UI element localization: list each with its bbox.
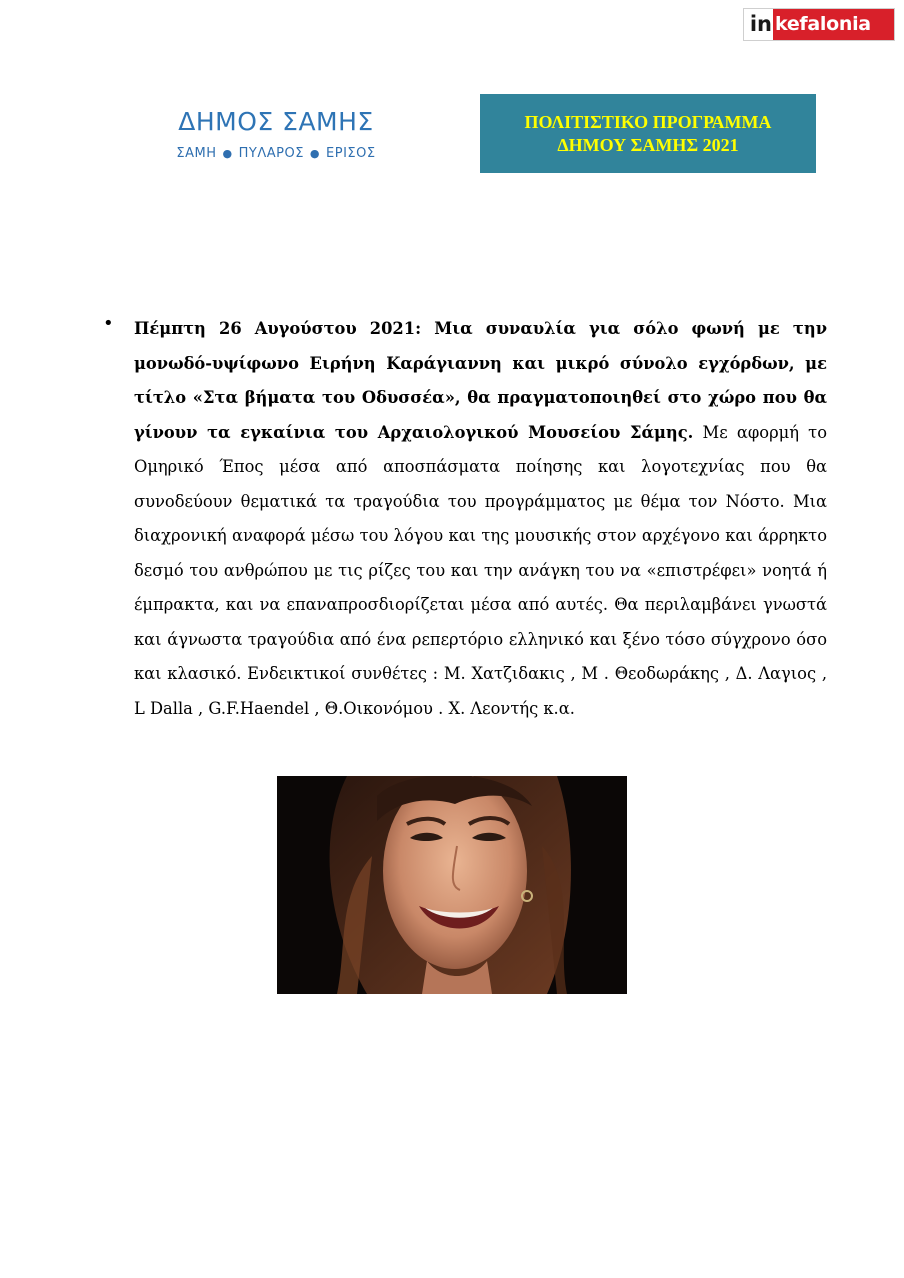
portrait-illustration xyxy=(277,776,627,994)
municipality-header xyxy=(168,106,384,161)
logo-prefix: in xyxy=(744,9,773,40)
bullet-dot-icon: ● xyxy=(309,147,321,160)
program-title-line1: ΠΟΛΙΤΙΣΤΙΚΟ ΠΡΟΓΡΑΜΜΑ xyxy=(524,111,772,132)
event-headline: Πέμπτη 26 Αυγούστου 2021: Μια συναυλία για σόλο φωνή με την μονωδό-υψίφωνο Ειρήνη Καράγιαννη και μικρό σύνολο εγχόρδων, με τίτλο «Στα βήματα του Οδυσσέα», θα πραγματοποιηθεί στο χώρο που θα γίνουν τα εγκαίνια του Αρχαιολογικού Μουσείου Σάμης. xyxy=(134,319,827,442)
event-details: Με αφορμή το Ομηρικό Έπος μέσα από αποσπάσματα ποίησης και λογοτεχνίας που θα συνοδεύουν θεματικά τα τραγούδια του προγράμματος με θέμα τον Νόστο. Μια διαχρονική αναφορά μέσω του λόγου και της μουσικής στον αρχέγονο και άρρηκτο δεσμό του ανθρώπου με τις ρίζες του και την ανάγκη του να «επιστρέφει» νοητά ή έμπρακτα, και να επαναπροσδιορίζεται μέσα από αυτές. Θα περιλαμβάνει γνωστά και άγνωστα τραγούδια από ένα ρεπερτόριο ελληνικό και ξένο τόσο σύγχρονο όσο και κλασικό. Ενδεικτικοί συνθέτες : Μ. Χατζιδακις , Μ . Θεοδωράκης , Δ. Λαγιος , L Dalla , G.F.Haendel , Θ.Οικονόμου . Χ. Λεοντής κ.α. xyxy=(134,422,827,718)
place-erisos: ΕΡΙΣΟΣ xyxy=(326,146,376,161)
event-description xyxy=(134,312,827,726)
program-title-line2: ΔΗΜΟΥ ΣΑΜΗΣ 2021 xyxy=(557,134,739,155)
place-pylaros: ΠΥΛΑΡΟΣ xyxy=(238,146,304,161)
inkefalonia-logo xyxy=(743,8,895,41)
municipality-name: ΔΗΜΟΣ ΣΑΜΗΣ xyxy=(178,107,374,136)
cultural-program-box xyxy=(480,94,816,173)
municipality-places xyxy=(168,146,384,161)
place-sami: ΣΑΜΗ xyxy=(176,146,217,161)
list-bullet-icon: • xyxy=(103,313,114,334)
singer-portrait-photo xyxy=(277,776,627,994)
bullet-dot-icon: ● xyxy=(222,147,233,160)
logo-brand: kefalonia xyxy=(773,9,894,40)
